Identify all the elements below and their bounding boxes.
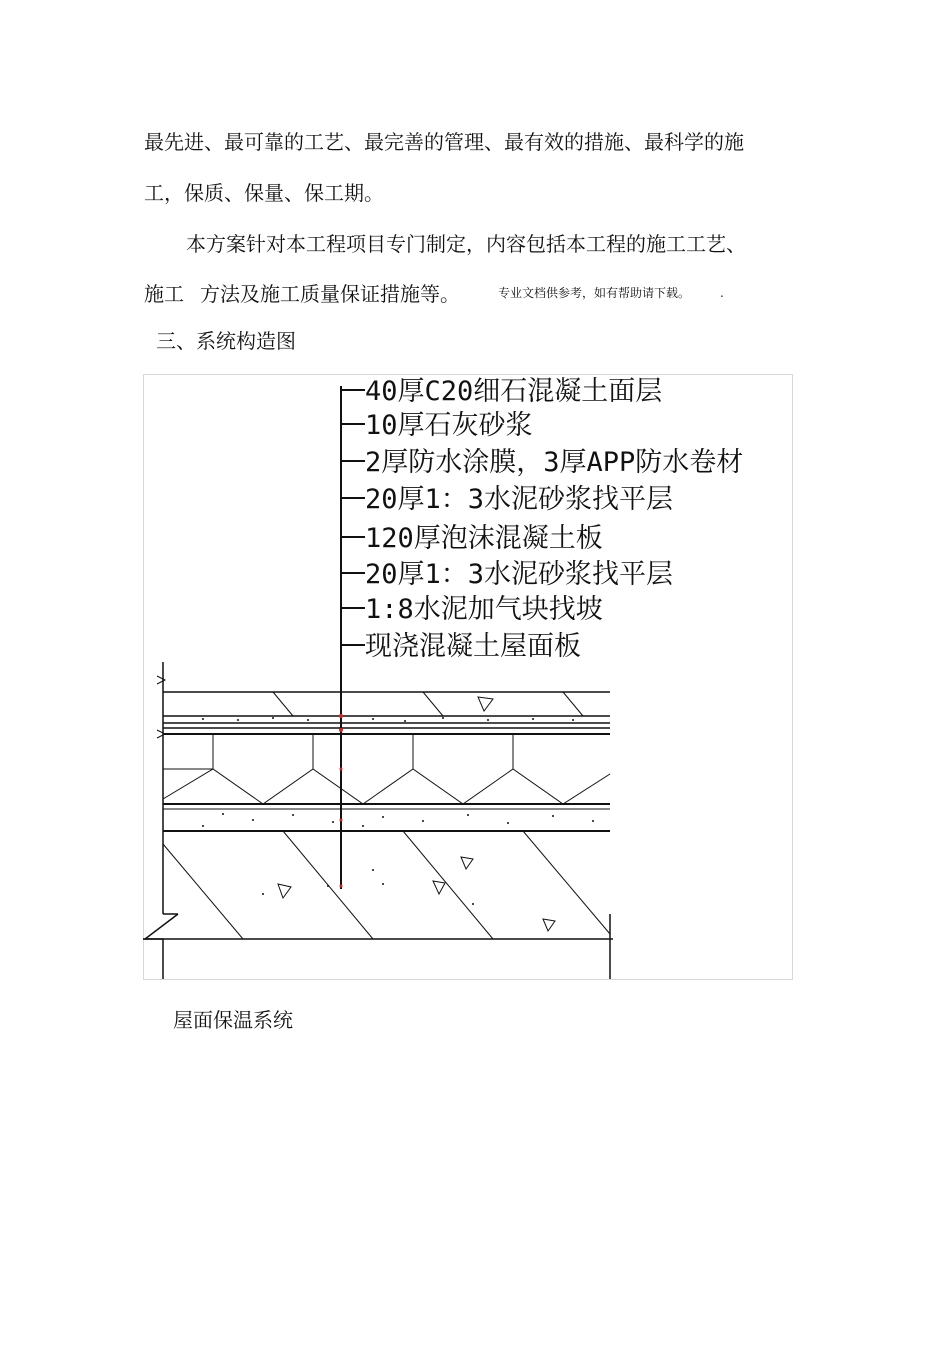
mortar-speckles	[202, 717, 594, 905]
layer-label-4: 20厚1：3水泥砂浆找平层	[365, 484, 674, 515]
layer-label-2: 10厚石灰砂浆	[365, 410, 533, 441]
roof-construction-diagram	[143, 374, 793, 980]
paragraph-1-line-2: 工，保质、保量、保工期。	[144, 181, 384, 205]
diagram-caption: 屋面保温系统	[173, 1008, 293, 1032]
watermark-note: 专业文档供参考，如有帮助请下载。	[498, 286, 691, 300]
cross-section	[143, 662, 613, 979]
layer-label-6: 20厚1：3水泥砂浆找平层	[365, 559, 674, 590]
layer-label-5: 120厚泡沫混凝土板	[365, 523, 603, 554]
paragraph-2-line-2b: 方法及施工质量保证措施等。	[200, 282, 460, 306]
section-heading: 三、系统构造图	[156, 329, 296, 353]
layer-label-8: 现浇混凝土屋面板	[365, 631, 581, 662]
watermark-dot: .	[720, 286, 724, 300]
paragraph-2-line-2a: 施工	[144, 282, 184, 306]
paragraph-2-line-1: 本方案针对本工程项目专门制定，内容包括本工程的施工工艺、	[186, 232, 746, 256]
layer-label-7: 1:8水泥加气块找坡	[365, 594, 603, 625]
layer-label-1: 40厚C20细石混凝土面层	[365, 376, 663, 407]
paragraph-1-line-1: 最先进、最可靠的工艺、最完善的管理、最有效的措施、最科学的施	[144, 130, 744, 154]
layer-label-3: 2厚防水涂膜，3厚APP防水卷材	[365, 447, 744, 478]
layer-labels	[341, 376, 743, 662]
